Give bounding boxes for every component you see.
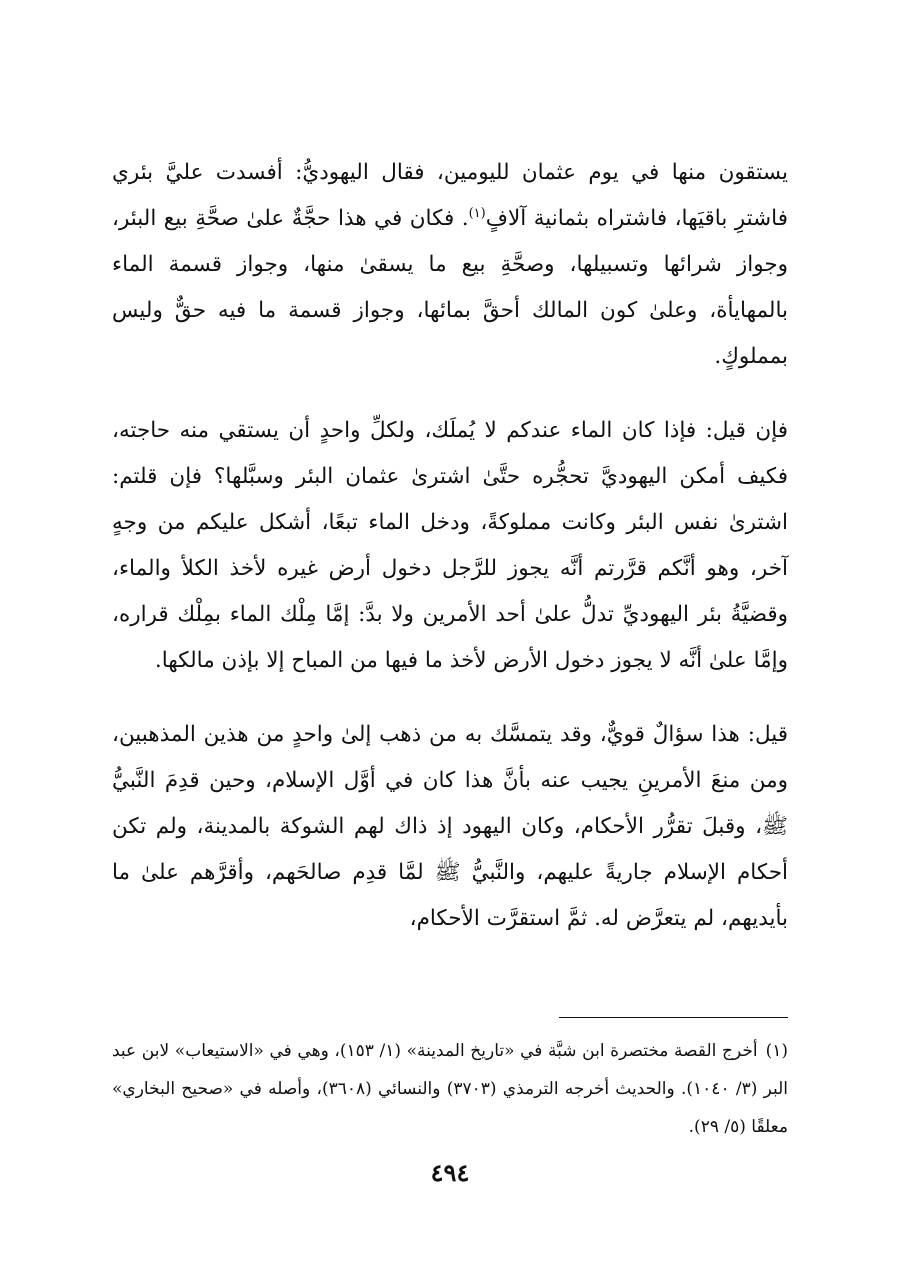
footnote-reference[interactable]: (١) xyxy=(468,205,486,221)
book-page xyxy=(112,0,788,1271)
paragraph-1-text-a: يستقون منها في يوم عثمان لليومين، فقال اليهوديُّ: أفسدت عليَّ بئري فاشترِ باقيَها، فاشتراه بثمانية آلافٍ xyxy=(112,160,788,231)
footnote-text: أخرج القصة مختصرة ابن شبَّة في «تاريخ المدينة» (١/ ١٥٣)، وهي في «الاستيعاب» لابن عبد البر (٣/ ١٠٤٠). والحديث أخرجه الترمذي (٣٧٠٣) والنسائي (٣٦٠٨)، وأصله في «صحيح البخاري» معلقًا (٥/ ٢٩). xyxy=(112,1041,789,1137)
footnote-number: (١) xyxy=(765,1041,788,1061)
footnote-separator xyxy=(559,1017,788,1018)
footnotes xyxy=(112,1032,788,1146)
paragraph-2: فإن قيل: فإذا كان الماء عندكم لا يُملَك، ولكلِّ واحدٍ أن يستقي منه حاجته، فكيف أمكن اليهوديَّ تحجُّره حتَّىٰ اشترىٰ عثمان البئر وسبَّلها؟ فإن قلتم: اشترىٰ نفس البئر وكانت مملوكةً، ودخل الماء تبعًا، أشكل عليكم من وجهٍ آخر، وهو أنَّكم قرَّرتم أنَّه يجوز للرَّجل دخول أرض غيره لأخذ الكلأ والماء، وقضيَّةُ بئر اليهوديِّ تدلُّ علىٰ أحد الأمرين ولا بدَّ: إمَّا مِلْك الماء بمِلْك قراره، وإمَّا علىٰ أنَّه لا يجوز دخول الأرض لأخذ ما فيها من المباح إلا بإذن مالكها. xyxy=(112,418,788,673)
main-text xyxy=(112,150,788,970)
paragraph-3: قيل: هذا سؤالٌ قويٌّ، وقد يتمسَّك به من ذهب إلىٰ واحدٍ من هذين المذهبين، ومن منعَ الأمرينِ يجيب عنه بأنَّ هذا كان في أوَّل الإسلام، وحين قدِمَ النَّبيُّ ﷺ، وقبلَ تقرُّر الأحكام، وكان اليهود إذ ذاك لهم الشوكة بالمدينة، ولم تكن أحكام الإسلام جاريةً عليهم، والنَّبيُّ ﷺ لمَّا قدِم صالحَهم، وأقرَّهم علىٰ ما بأيديهم، لم يتعرَّض له. ثمَّ استقرَّت الأحكام، xyxy=(112,722,788,931)
paragraph-1 xyxy=(112,150,788,380)
page-number: ٤٩٤ xyxy=(430,1158,470,1187)
paragraph-1-text-b: . فكان في هذا حجَّةٌ علىٰ صحَّةِ بيع البئر، وجواز شرائها وتسبيلها، وصحَّةِ بيع ما يسقىٰ منها، وجواز قسمة الماء بالمهايأة، وعلىٰ كون المالك أحقَّ بمائها، وجواز قسمة ما فيه حقٌّ وليس بمملوكٍ. xyxy=(112,206,788,369)
